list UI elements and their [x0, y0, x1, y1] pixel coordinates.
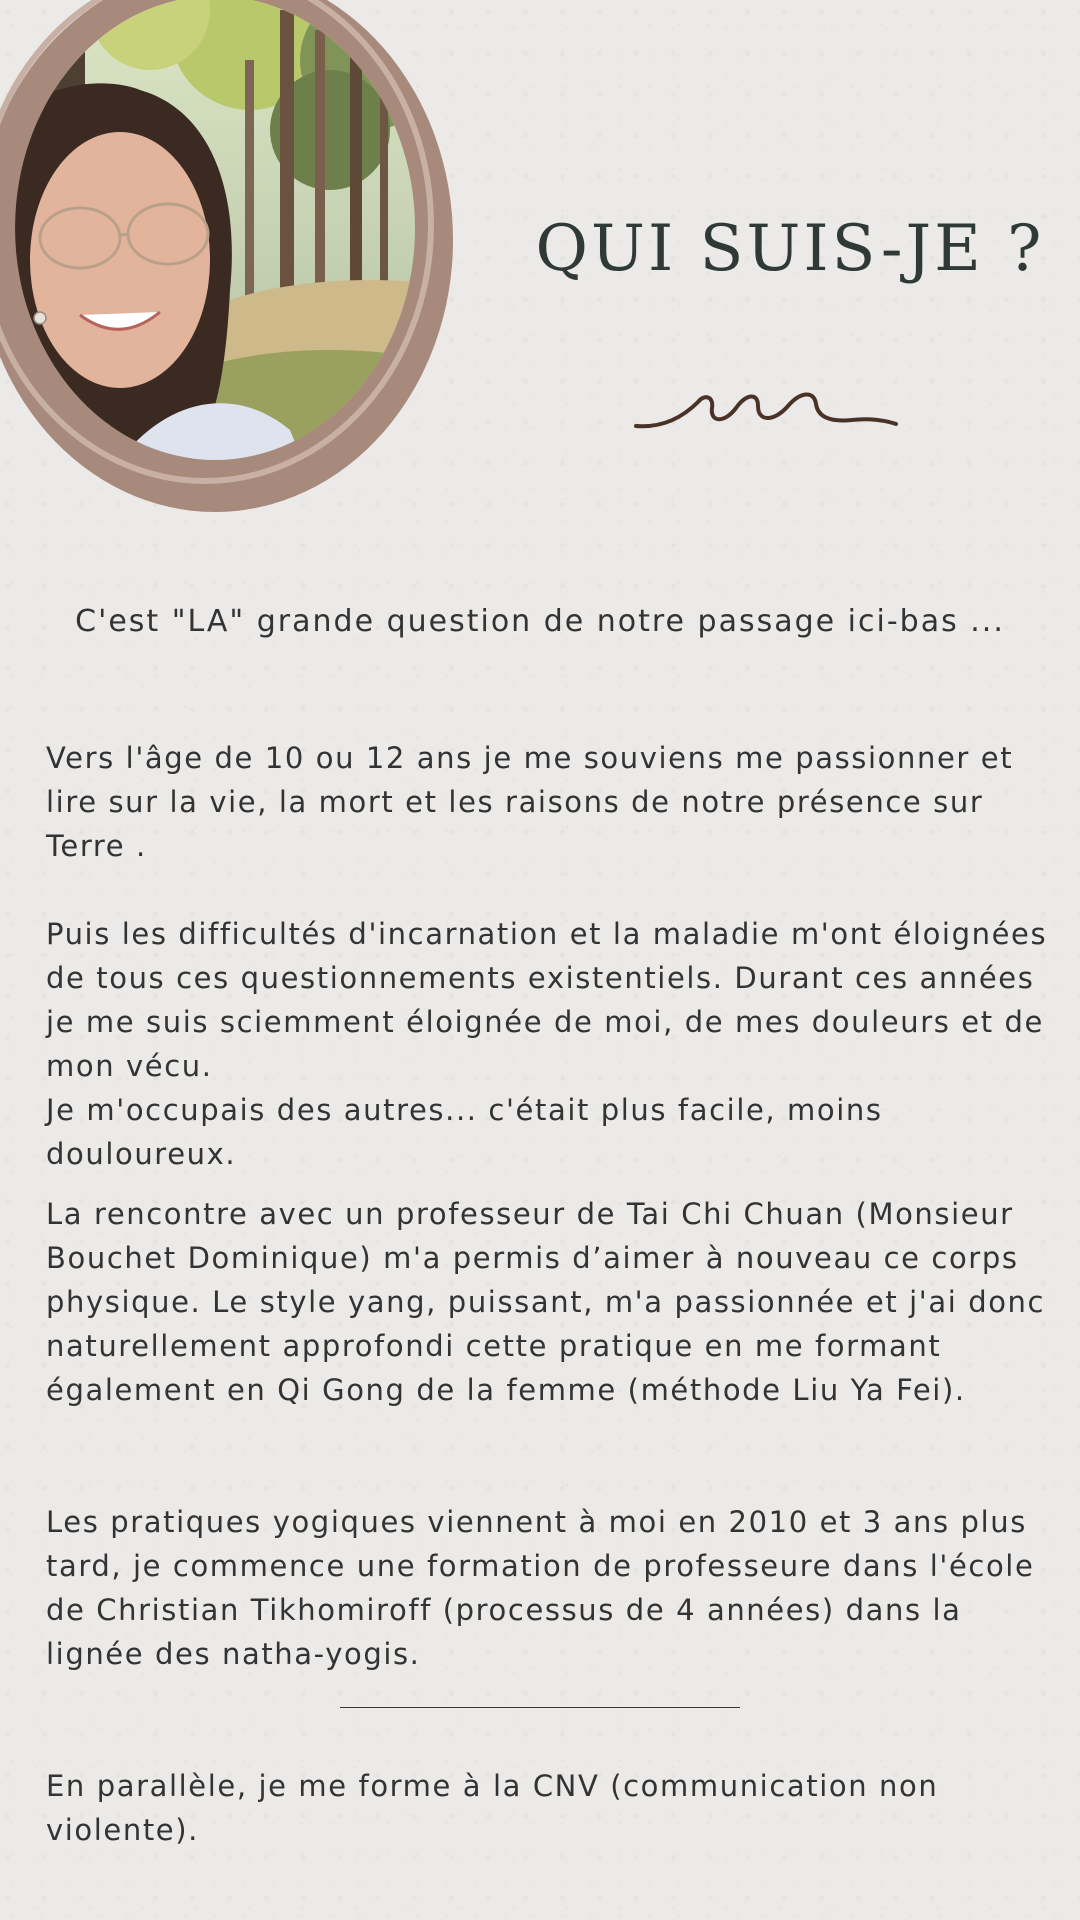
intro-text: C'est "LA" grande question de notre passage ici-bas ... — [75, 604, 1005, 639]
squiggle-ornament — [632, 382, 900, 434]
divider-line — [340, 1707, 740, 1708]
page-title: QUI SUIS-JE ? — [535, 212, 1045, 286]
paragraph-yoga: Les pratiques yogiques viennent à moi en 2010 et 3 ans plus tard, je commence une formation de professeure dans l'école de Christian Tikhomiroff (processus de 4 années) dans la lignée des natha-yogis. — [46, 1505, 1035, 1671]
paragraph-difficulties: Puis les difficultés d'incarnation et la maladie m'ont éloignées de tous ces questionnements existentiels. Durant ces années je me suis sciemment éloignée de moi, de mes douleurs et de mon vécu. Je m'occupais des autres... c'était plus facile, moins douloureux. — [46, 917, 1048, 1171]
paragraph-cnv: En parallèle, je me forme à la CNV (communication non violente). — [46, 1769, 939, 1847]
paragraph-childhood: Vers l'âge de 10 ou 12 ans je me souviens me passionner et lire sur la vie, la mort et les raisons de notre présence sur Terre . — [46, 741, 1014, 863]
portrait-photo — [0, 0, 510, 540]
paragraph-tai-chi: La rencontre avec un professeur de Tai Chi Chuan (Monsieur Bouchet Dominique) m'a permis d’aimer à nouveau ce corps physique. Le style yang, puissant, m'a passionnée et j'ai donc naturellement approfondi cette pratique en me formant également en Qi Gong de la femme (méthode Liu Ya Fei). — [46, 1197, 1046, 1407]
